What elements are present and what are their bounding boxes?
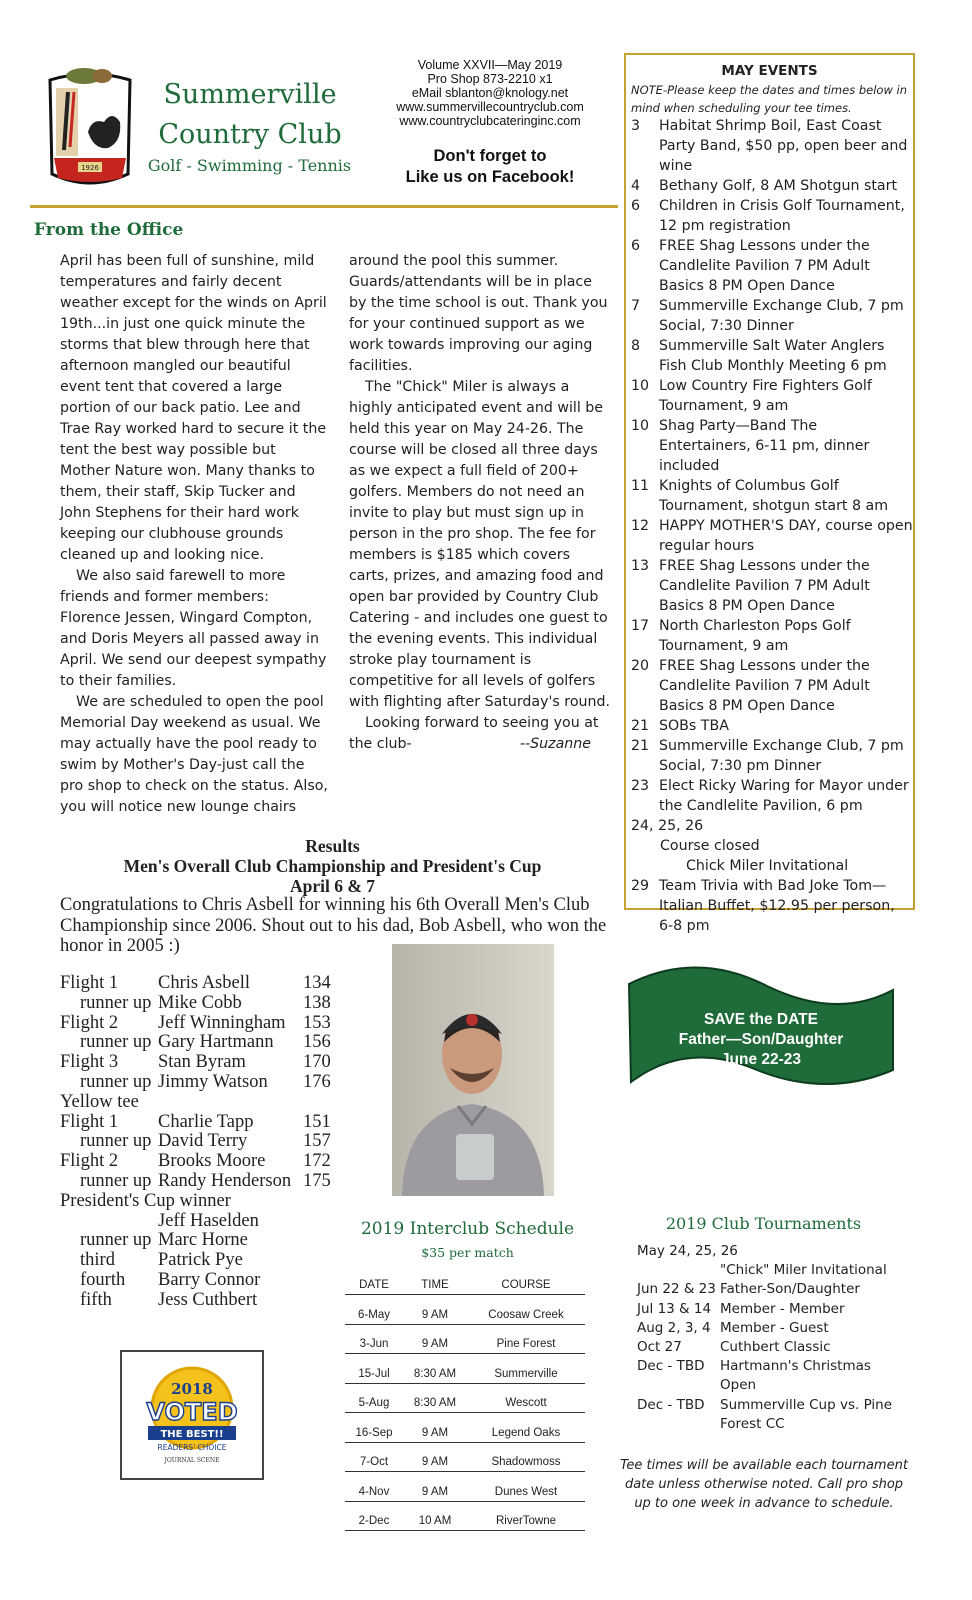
event-text: HAPPY MOTHER'S DAY, course open regular hours (659, 518, 913, 554)
match-time: 9 AM (403, 1295, 467, 1325)
voted-best-badge (120, 1350, 264, 1480)
result-row (60, 1291, 360, 1311)
match-course: Coosaw Creek (467, 1295, 585, 1325)
event-day: 8 (631, 338, 641, 354)
event-day: 24, 25, 26 (631, 818, 704, 834)
event-day: 10 (631, 418, 650, 434)
event-item (631, 196, 913, 236)
result-player: Jeff Winningham (158, 1012, 286, 1033)
result-row (60, 1231, 360, 1251)
event-day: 21 (631, 718, 650, 734)
tournament-date: Dec - TBD (637, 1358, 705, 1375)
event-text: FREE Shag Lessons under the Candlelite Pavilion 7 PM Adult Basics 8 PM Open Dance (659, 658, 870, 714)
result-row (60, 1251, 360, 1271)
closing-text: Looking forward to seeing you at the club- (349, 715, 599, 752)
event-item (631, 336, 913, 376)
event-text: Habitat Shrimp Boil, East Coast Party Band, $50 pp, open beer and wine (659, 118, 908, 174)
result-label: Flight 1 (60, 1111, 119, 1132)
badge-best: THE BEST!! (160, 1429, 224, 1440)
result-label: Flight 3 (60, 1052, 119, 1073)
event-item (631, 556, 913, 616)
event-day: 7 (631, 298, 641, 314)
result-score: 156 (303, 1032, 331, 1053)
event-item (631, 776, 913, 816)
result-row (60, 1033, 360, 1053)
event-day: 4 (631, 178, 641, 194)
tournament-name: Member - Guest (720, 1319, 829, 1336)
event-day: 6 (631, 198, 641, 214)
match-course: RiverTowne (467, 1501, 585, 1531)
result-label: runner up (80, 992, 152, 1013)
match-date: 6-May (345, 1295, 403, 1325)
may-events-title: MAY EVENTS (721, 63, 818, 79)
table-row (345, 1295, 585, 1325)
table-row (345, 1383, 585, 1413)
result-score: 175 (303, 1170, 331, 1191)
result-score (303, 1212, 343, 1232)
tournament-name: Summerville Cup vs. Pine Forest CC (720, 1396, 893, 1432)
website-link[interactable]: www.summervillecountryclub.com (396, 100, 584, 114)
event-day: 23 (631, 778, 650, 794)
column-header-course: COURSE (467, 1276, 585, 1295)
facebook-line2: Like us on Facebook! (405, 168, 575, 186)
result-player: Stan Byram (158, 1052, 246, 1073)
event-day: 13 (631, 558, 650, 574)
match-time: 8:30 AM (403, 1383, 467, 1413)
tournament-name: Member - Member (720, 1300, 845, 1317)
table-row (345, 1354, 585, 1384)
banner-line2: Father—Son/Daughter (678, 1031, 844, 1048)
office-paragraph: around the pool this summer. Guards/attendants will be in place by the time school is out. Thank you for your continued support as we work towards improving our aging facilities. (349, 253, 608, 374)
match-course: Pine Forest (467, 1324, 585, 1354)
result-label: Flight 1 (60, 973, 119, 993)
event-day: 11 (631, 478, 650, 494)
match-course: Legend Oaks (467, 1413, 585, 1443)
result-player: Mike Cobb (158, 992, 242, 1013)
event-text: Shag Party—Band The Entertainers, 6-11 pm, dinner included (659, 418, 870, 474)
event-day: 21 (631, 738, 650, 754)
tournament-item (637, 1338, 907, 1357)
match-time: 9 AM (403, 1442, 467, 1472)
event-text: Elect Ricky Waring for Mayor under the Candlelite Pavilion, 6 pm (659, 778, 909, 814)
office-title: From the Office (34, 220, 184, 240)
tournament-item (637, 1396, 907, 1434)
event-text: Team Trivia with Bad Joke Tom—Italian Buffet, $12.95 per person, 6-8 pm (659, 878, 895, 934)
contact-info (370, 58, 610, 128)
result-player: Gary Hartmann (158, 1032, 274, 1053)
match-time: 10 AM (403, 1501, 467, 1531)
result-player (158, 1093, 303, 1113)
match-date: 5-Aug (345, 1383, 403, 1413)
event-item (631, 116, 913, 176)
match-time: 9 AM (403, 1472, 467, 1502)
event-text: North Charleston Pops Golf Tournament, 9 am (659, 618, 851, 654)
event-item (631, 876, 913, 936)
table-row (345, 1442, 585, 1472)
event-text: Course closed (660, 838, 760, 854)
tournament-item (637, 1319, 907, 1338)
tournament-date: May 24, 25, 26 (637, 1243, 738, 1259)
result-score: 138 (303, 992, 331, 1013)
column-header-date: DATE (345, 1276, 403, 1295)
office-paragraph: We are scheduled to open the pool Memorial Day weekend as usual. We may actually have the pool ready to swim by Mother's Day-just call the pro shop to check on the status. Also, you will notice new lounge chairs (60, 694, 328, 815)
tournament-name: Cuthbert Classic (720, 1339, 831, 1356)
facebook-callout (370, 146, 610, 188)
result-player: Randy Henderson (158, 1170, 292, 1191)
table-row (345, 1501, 585, 1531)
event-text: Bethany Golf, 8 AM Shotgun start (659, 178, 898, 194)
tournament-name: "Chick" Miler Invitational (720, 1262, 887, 1279)
results-title: Results (305, 836, 360, 856)
event-day: 17 (631, 618, 650, 634)
result-row (60, 1132, 360, 1152)
result-player: David Terry (158, 1131, 248, 1152)
event-text: Summerville Exchange Club, 7 pm Social, 7:30 Dinner (659, 298, 904, 334)
office-paragraph: We also said farewell to more friends and former members: Florence Jessen, Wingard Compton, and Doris Meyers all passed away in April. We send our deepest sympathy to their families. (60, 568, 327, 689)
pro-shop-phone: Pro Shop 873-2210 x1 (427, 72, 553, 86)
match-date: 3-Jun (345, 1324, 403, 1354)
result-row (60, 1271, 360, 1291)
office-paragraph (349, 713, 611, 755)
result-label (60, 1212, 158, 1232)
office-paragraph: April has been full of sunshine, mild temperatures and fairly decent weather except for the winds on April 19th...in just one quick minute the storms that blew through here that afternoon mangled our beautiful event tent that covered a large portion of our back patio. Lee and Trae Ray worked hard to secure it the tent the best way possible but Mother Nature won. Many thanks to them, their staff, Skip Tucker and John Stephens for their hard work keeping our clubhouse grounds cleaned up and looking nice. (60, 253, 327, 563)
result-row (60, 1113, 360, 1133)
event-item (631, 176, 913, 196)
event-day: 29 (631, 878, 650, 894)
result-player: Chris Asbell (158, 973, 250, 993)
facebook-line1: Don't forget to (433, 147, 547, 165)
result-row (60, 974, 360, 994)
interclub-table (345, 1276, 585, 1531)
result-label: runner up (80, 1230, 152, 1251)
result-score: 151 (303, 1111, 331, 1132)
match-course: Dunes West (467, 1472, 585, 1502)
volume-line: Volume XXVII—May 2019 (417, 58, 563, 72)
results-list (60, 974, 360, 1311)
championship-title: Men's Overall Club Championship and President's Cup (123, 856, 542, 876)
event-item (631, 616, 913, 656)
results-heading (60, 836, 605, 896)
match-date: 4-Nov (345, 1472, 403, 1502)
event-day: 3 (631, 118, 641, 134)
event-item (631, 376, 913, 416)
result-label: fourth (80, 1269, 126, 1290)
office-column-2 (349, 251, 611, 755)
tournament-date: Dec - TBD (637, 1396, 705, 1413)
tournament-date: Jul 13 & 14 (637, 1300, 712, 1317)
result-row (60, 1073, 360, 1093)
result-score (303, 1192, 343, 1212)
result-score: 153 (303, 1012, 331, 1033)
event-item (631, 716, 913, 736)
result-label: Yellow tee (60, 1091, 139, 1112)
result-label: Flight 2 (60, 1151, 119, 1172)
result-row (60, 1152, 360, 1172)
tournament-item (637, 1357, 907, 1395)
save-the-date-text (627, 1010, 895, 1070)
result-row (60, 1093, 360, 1113)
tournament-date: Aug 2, 3, 4 (637, 1319, 711, 1336)
table-row (345, 1413, 585, 1443)
event-item (631, 476, 913, 516)
event-day: 12 (631, 518, 650, 534)
result-player: Marc Horne (158, 1230, 248, 1251)
event-text: FREE Shag Lessons under the Candlelite Pavilion 7 PM Adult Basics 8 PM Open Dance (659, 238, 870, 294)
result-player: Charlie Tapp (158, 1111, 254, 1132)
banner-line3: June 22-23 (720, 1051, 802, 1068)
header-divider (30, 205, 618, 208)
column-header-time: TIME (403, 1276, 467, 1295)
match-time: 9 AM (403, 1413, 467, 1443)
event-text: FREE Shag Lessons under the Candlelite Pavilion 7 PM Adult Basics 8 PM Open Dance (659, 558, 870, 614)
event-item (631, 296, 913, 336)
tournament-date: Oct 27 (637, 1339, 682, 1356)
interclub-title: 2019 Interclub Schedule (360, 1219, 575, 1239)
badge-year: 2018 (171, 1380, 213, 1398)
event-text: Knights of Columbus Golf Tournament, shotgun start 8 am (659, 478, 889, 514)
event-text: Children in Crisis Golf Tournament, 12 pm registration (659, 198, 905, 234)
event-item (631, 656, 913, 716)
tournament-name: Hartmann's Christmas Open (720, 1358, 871, 1394)
result-row (60, 1212, 360, 1232)
result-label: fifth (80, 1289, 112, 1310)
event-text: Low Country Fire Fighters Golf Tournament, 9 am (659, 378, 872, 414)
result-score (303, 1271, 343, 1291)
banner-line1: SAVE the DATE (704, 1011, 818, 1028)
result-label: runner up (80, 1170, 152, 1191)
result-player: Patrick Pye (158, 1250, 243, 1271)
match-time: 9 AM (403, 1324, 467, 1354)
results-dates: April 6 & 7 (289, 876, 376, 896)
tournament-date: Jun 22 & 23 (637, 1281, 716, 1298)
result-label: runner up (80, 1131, 152, 1152)
tournament-name: Father-Son/Daughter (720, 1281, 860, 1298)
badge-choice: READERS' CHOICE (157, 1443, 227, 1452)
badge-voted: VOTED (146, 1398, 238, 1426)
event-text: Chick Miler Invitational (686, 858, 849, 874)
results-intro: Congratulations to Chris Asbell for winning his 6th Overall Men's Club Championship since 2006. Shout out to his dad, Bob Asbell, who won the honor in 2005 :) (60, 895, 607, 956)
result-row (60, 1192, 360, 1212)
event-item (631, 516, 913, 556)
result-score (303, 1291, 343, 1311)
result-label: runner up (80, 1032, 152, 1053)
result-row (60, 1053, 360, 1073)
club-logo (42, 62, 138, 192)
club-name-line1: Summerville (163, 79, 337, 110)
may-events-list (631, 116, 913, 936)
result-player: Jimmy Watson (158, 1071, 268, 1092)
event-item (631, 236, 913, 296)
office-column-1 (60, 251, 330, 818)
event-item (631, 416, 913, 476)
event-text: SOBs TBA (659, 718, 729, 734)
result-score: 170 (303, 1052, 331, 1073)
event-text: Summerville Exchange Club, 7 pm Social, 7:30 pm Dinner (659, 738, 904, 774)
match-time: 8:30 AM (403, 1354, 467, 1384)
tee-times-note: Tee times will be available each tournament date unless otherwise noted. Call pro shop up to one week in advance to schedule. (620, 1458, 908, 1512)
tournaments-list (637, 1242, 907, 1434)
event-day: 6 (631, 238, 641, 254)
tournament-item (637, 1300, 907, 1319)
club-name (150, 75, 350, 155)
tournament-item (637, 1280, 907, 1299)
event-item (631, 816, 913, 876)
result-label: runner up (80, 1071, 152, 1092)
event-item (631, 736, 913, 776)
result-row (60, 1172, 360, 1192)
event-day: 20 (631, 658, 650, 674)
event-day: 10 (631, 378, 650, 394)
email-line[interactable]: eMail sblanton@knology.net (411, 86, 569, 100)
result-player (158, 1192, 303, 1212)
match-date: 15-Jul (345, 1354, 403, 1384)
result-row (60, 994, 360, 1014)
result-score (303, 1093, 343, 1113)
tournaments-title: 2019 Club Tournaments (665, 1214, 862, 1233)
match-course: Wescott (467, 1383, 585, 1413)
may-events-note: NOTE-Please keep the dates and times below in mind when scheduling your tee times. (631, 83, 908, 115)
badge-source: JOURNAL SCENE (164, 1457, 220, 1464)
champion-photo (392, 944, 554, 1196)
result-label: President's Cup winner (60, 1190, 231, 1211)
match-date: 16-Sep (345, 1413, 403, 1443)
table-row (345, 1324, 585, 1354)
match-date: 2-Dec (345, 1501, 403, 1531)
table-header-row (345, 1276, 585, 1295)
office-paragraph: The "Chick" Miler is always a highly anticipated event and will be held this year on May 24-26. The course will be closed all three days as we expect a full field of 200+ golfers. Members do not need an invite to play but must sign up in person in the pro shop. The fee for members is $185 which covers carts, prizes, and amazing food and open bar provided by Country Club Catering - and includes one guest to the evening events. This individual stroke play tournament is competitive for all levels of golfers with flighting after Saturday's round. (349, 379, 611, 710)
catering-link[interactable]: www.countryclubcateringinc.com (399, 114, 581, 128)
match-course: Summerville (467, 1354, 585, 1384)
signature: --Suzanne (519, 736, 591, 752)
result-label: third (80, 1250, 115, 1271)
interclub-price: $35 per match (421, 1245, 514, 1260)
result-score: 176 (303, 1071, 331, 1092)
match-date: 7-Oct (345, 1442, 403, 1472)
club-name-line2: Country Club (158, 119, 342, 150)
result-score: 134 (303, 973, 331, 993)
logo-year: 1926 (81, 164, 99, 172)
result-label: Flight 2 (60, 1012, 119, 1033)
result-score (303, 1251, 343, 1271)
result-row (60, 1014, 360, 1034)
result-player: Brooks Moore (158, 1151, 266, 1172)
match-course: Shadowmoss (467, 1442, 585, 1472)
result-player: Jeff Haselden (158, 1210, 259, 1231)
result-score (303, 1231, 343, 1251)
table-row (345, 1472, 585, 1502)
event-text: Summerville Salt Water Anglers Fish Club Monthly Meeting 6 pm (659, 338, 887, 374)
club-tagline: Golf - Swimming - Tennis (147, 156, 352, 175)
result-player: Barry Connor (158, 1269, 261, 1290)
result-score: 157 (303, 1131, 331, 1152)
result-player: Jess Cuthbert (158, 1289, 258, 1310)
result-score: 172 (303, 1151, 331, 1172)
